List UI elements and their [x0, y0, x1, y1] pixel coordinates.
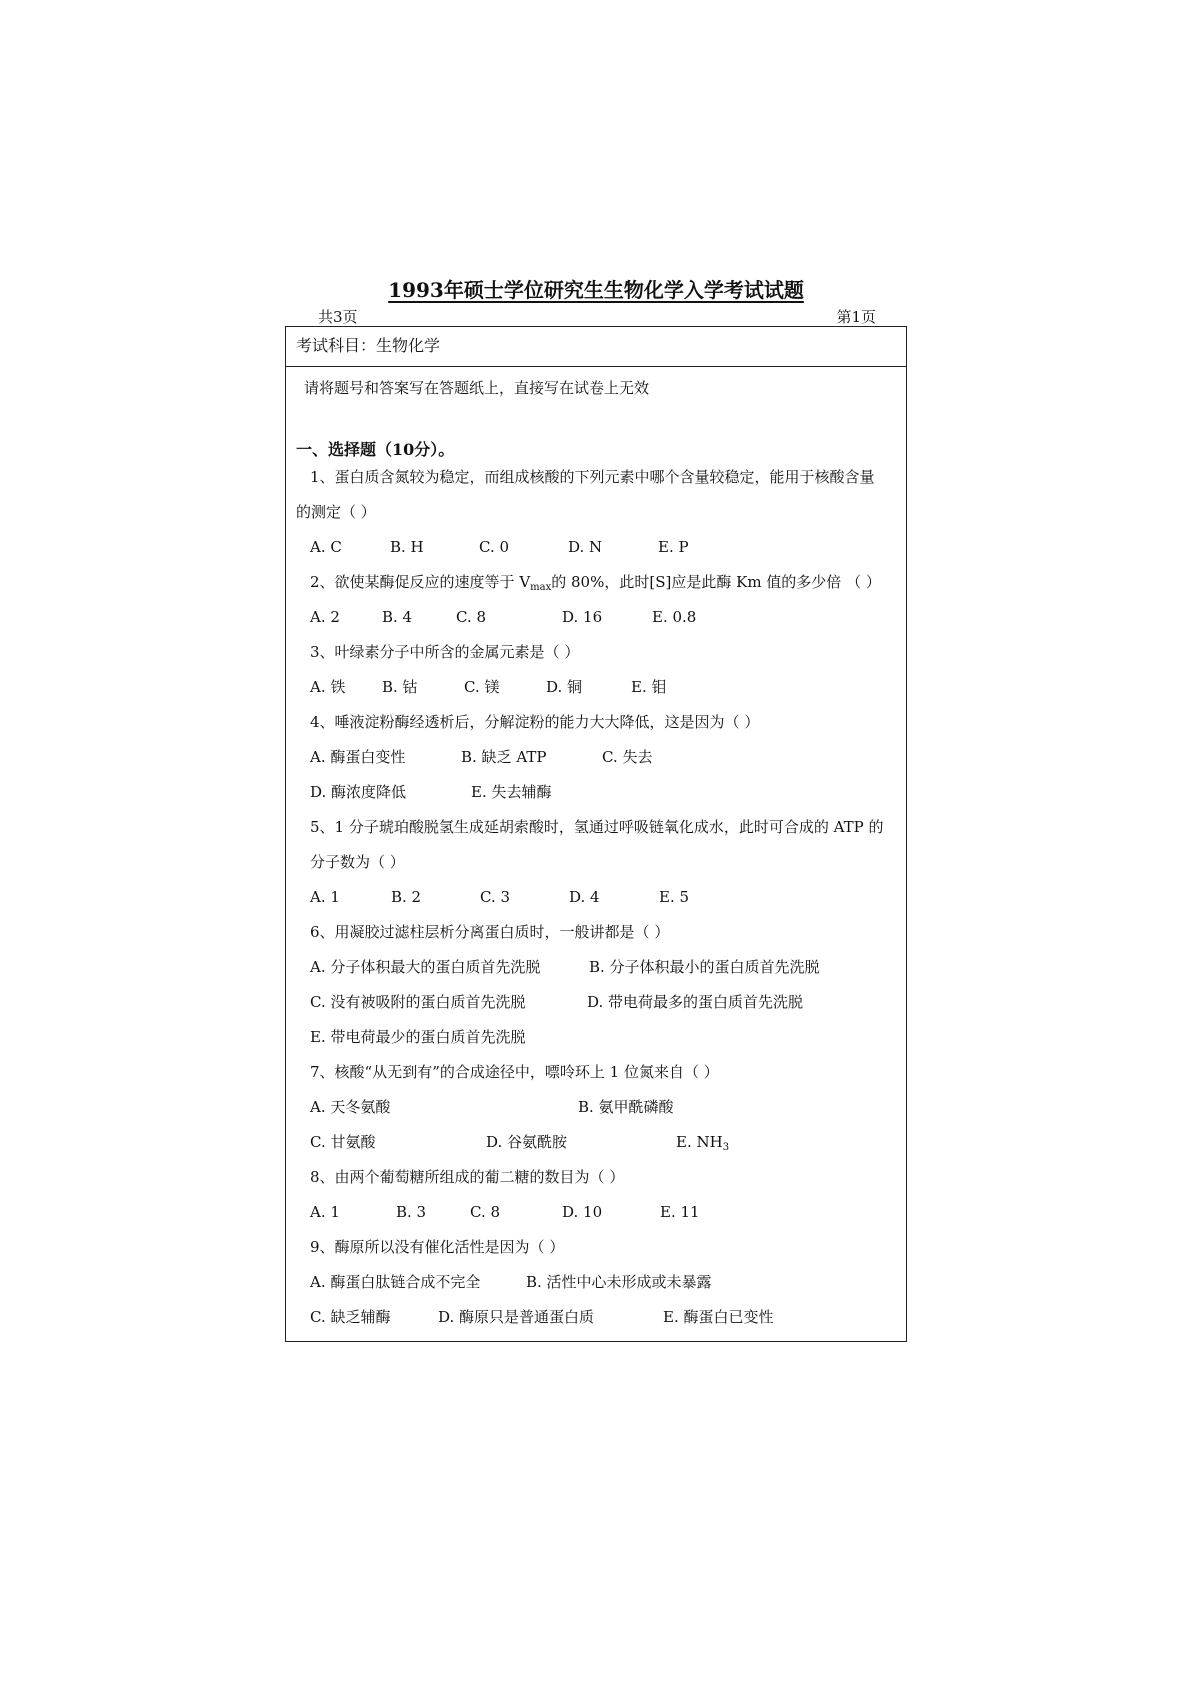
option: D. 谷氨酰胺	[486, 1133, 568, 1151]
question-8-options	[286, 1195, 906, 1230]
option: C. 没有被吸附的蛋白质首先洗脱	[310, 993, 526, 1011]
option-e	[676, 1125, 729, 1165]
answer-notice: 请将题号和答案写在答题纸上，直接写在试卷上无效	[304, 379, 650, 397]
question-2-text	[286, 565, 906, 605]
question-4-options	[286, 740, 906, 775]
question-2-options	[286, 600, 906, 635]
question-8-text: 8、由两个葡萄糖所组成的葡二糖的数目为（ ）	[310, 1168, 625, 1186]
question-9-options-cont	[286, 1300, 906, 1335]
option: C. 镁	[464, 678, 500, 696]
option: D. 酶浓度降低	[310, 783, 407, 801]
option: A. 铁	[310, 678, 346, 696]
question-6-options	[286, 950, 906, 985]
option: A. 2	[310, 608, 340, 626]
option: B. 2	[391, 888, 422, 906]
question-7-options-cont	[286, 1125, 906, 1160]
option: A. 分子体积最大的蛋白质首先洗脱	[310, 958, 541, 976]
question-9-text: 9、酶原所以没有催化活性是因为（ ）	[310, 1238, 565, 1256]
vmax-subscript: max	[530, 582, 552, 593]
option: A. 酶蛋白肽链合成不完全	[310, 1273, 481, 1291]
option: A. C	[310, 538, 342, 556]
question-1-text-cont: 的测定（ ）	[296, 503, 376, 521]
question-4-options-cont	[286, 775, 906, 810]
option: E. 酶蛋白已变性	[663, 1308, 774, 1326]
option-e-main: E. NH	[676, 1133, 723, 1151]
question-3-text: 3、叶绿素分子中所含的金属元素是（ ）	[310, 643, 580, 661]
question-9-options	[286, 1265, 906, 1300]
option: C. 失去	[602, 748, 653, 766]
option: D. 带电荷最多的蛋白质首先洗脱	[587, 993, 804, 1011]
page-title: 1993年硕士学位研究生生物化学入学考试试题	[388, 278, 804, 302]
question-4-text: 4、唾液淀粉酶经透析后，分解淀粉的能力大大降低，这是因为（ ）	[310, 713, 760, 731]
question-3-options	[286, 670, 906, 705]
nh3-subscript: 3	[722, 1142, 730, 1153]
option: D. 酶原只是普通蛋白质	[438, 1308, 595, 1326]
question-5-options	[286, 880, 906, 915]
option: D. 10	[562, 1203, 603, 1221]
option: C. 甘氨酸	[310, 1133, 376, 1151]
option: E. 5	[659, 888, 690, 906]
option: A. 1	[310, 888, 340, 906]
total-pages: 共3页	[318, 308, 358, 326]
option: B. H	[390, 538, 424, 556]
option: C. 3	[480, 888, 511, 906]
option: B. 4	[382, 608, 413, 626]
option: B. 钴	[382, 678, 418, 696]
subject-row: 考试科目：生物化学	[286, 327, 906, 367]
question-6-options-cont2	[286, 1020, 906, 1055]
question-6-text: 6、用凝胶过滤柱层析分离蛋白质时，一般讲都是（ ）	[310, 923, 670, 941]
question-7-options	[286, 1090, 906, 1125]
option: D. 4	[569, 888, 600, 906]
question-6-options-cont	[286, 985, 906, 1020]
option: B. 3	[396, 1203, 427, 1221]
question-1-options	[286, 530, 906, 565]
option: C. 0	[479, 538, 510, 556]
question-2-text-pre: 2、欲使某酶促反应的速度等于 V	[310, 573, 531, 591]
option: A. 天冬氨酸	[310, 1098, 391, 1116]
option: B. 氨甲酰磷酸	[578, 1098, 674, 1116]
option: E. P	[658, 538, 689, 556]
option: E. 带电荷最少的蛋白质首先洗脱	[310, 1028, 526, 1046]
option: A. 酶蛋白变性	[310, 748, 406, 766]
question-7-text: 7、核酸“从无到有”的合成途径中，嘌呤环上 1 位氮来自（ ）	[310, 1063, 719, 1081]
option: D. 16	[562, 608, 603, 626]
option: B. 活性中心未形成或未暴露	[526, 1273, 712, 1291]
page-number: 第1页	[836, 308, 876, 326]
option: C. 8	[456, 608, 487, 626]
option: C. 8	[470, 1203, 501, 1221]
question-5-text-cont: 分子数为（ ）	[310, 853, 405, 871]
option: C. 缺乏辅酶	[310, 1308, 391, 1326]
question-1-text: 1、蛋白质含氮较为稳定，而组成核酸的下列元素中哪个含量较稳定，能用于核酸含量	[310, 468, 875, 486]
section-title: 一、选择题（10分）。	[296, 440, 455, 459]
option: B. 缺乏 ATP	[461, 748, 547, 766]
option: E. 失去辅酶	[471, 783, 552, 801]
option: E. 0.8	[652, 608, 697, 626]
exam-frame	[285, 326, 907, 1342]
option: D. 铜	[546, 678, 583, 696]
option: E. 钼	[631, 678, 667, 696]
option: B. 分子体积最小的蛋白质首先洗脱	[589, 958, 820, 976]
option: A. 1	[310, 1203, 340, 1221]
question-2-text-post: 的 80%，此时[S]应是此酶 Km 值的多少倍 （ ）	[551, 573, 881, 591]
option: E. 11	[660, 1203, 700, 1221]
option: D. N	[568, 538, 603, 556]
question-5-text: 5、1 分子琥珀酸脱氢生成延胡索酸时，氢通过呼吸链氧化成水，此时可合成的 ATP 的	[310, 818, 884, 836]
